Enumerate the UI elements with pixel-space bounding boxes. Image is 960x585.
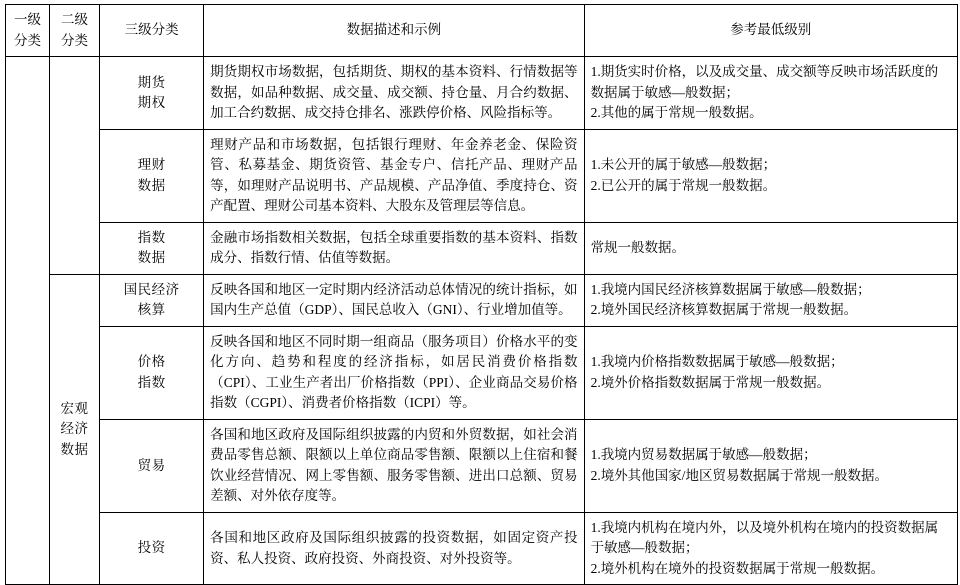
min-level-line1: 常规一般数据。: [590, 239, 686, 255]
level2-label-line3: 数据: [60, 441, 89, 457]
level1-cell: [6, 57, 50, 585]
header-level3: 三级分类: [100, 5, 204, 57]
table-body: [6, 57, 958, 585]
header-min-level: 参考最低级别: [584, 5, 957, 57]
level3-cell: [100, 512, 204, 585]
level2-cell-macro: [50, 274, 100, 585]
description-cell: 反映各国和地区一定时期内经济活动总体情况的统计指标，如国内生产总值（GDP）、国民总收入（GNI）、行业增加值等。: [204, 274, 584, 326]
level3-line1: 指数: [137, 229, 166, 245]
table-row: [6, 512, 958, 585]
level3-line1: 国民经济: [123, 281, 180, 297]
min-level-line1: 1.我境内机构在境内外，以及境外机构在境内的投资数据属于敏感—般数据；: [590, 519, 939, 556]
level3-line2: 指数: [137, 374, 166, 390]
min-level-line1: 1.未公开的属于敏感—般数据；: [590, 157, 777, 173]
table-row: [6, 57, 958, 130]
description-cell: 金融市场指数相关数据，包括全球重要指数的基本资料、指数成分、指数行情、估值等数据。: [204, 222, 584, 274]
level3-line1: 期货: [137, 74, 166, 90]
description-cell: 理财产品和市场数据，包括银行理财、年金养老金、保险资管、私募基金、期货资管、基金专户、信托产品、理财产品等，如理财产品说明书、产品规模、产品净值、季度持仓、资产配置、理财公司基本资料、大股东及管理层等信息。: [204, 129, 584, 222]
min-level-line1: 1.我境内价格指数数据属于敏感—般数据；: [590, 354, 844, 370]
table-row: [6, 222, 958, 274]
min-level-line2: 2.境外机构在境外的投资数据属于常规一般数据。: [590, 560, 885, 576]
level2-label-line1: 宏观: [60, 401, 89, 417]
data-classification-table: [5, 4, 958, 585]
header-level1: [6, 5, 50, 57]
min-level-cell: [584, 57, 957, 130]
level3-line1: 贸易: [137, 457, 166, 473]
table-row: [6, 326, 958, 419]
min-level-line2: 2.其他的属于常规一般数据。: [590, 105, 763, 121]
min-level-line2: 2.境外其他国家/地区贸易数据属于常规一般数据。: [590, 467, 888, 483]
header-level1-line2: 分类: [14, 32, 42, 48]
table-row: [6, 274, 958, 326]
level3-line1: 价格: [137, 354, 166, 370]
level3-cell: [100, 129, 204, 222]
description-cell: 反映各国和地区不同时期一组商品（服务项目）价格水平的变化方向、趋势和程度的经济指标，如居民消费价格指数（CPI）、工业生产者出厂价格指数（PPI）、企业商品交易价格指数（CGPI）、消费者价格指数（ICPI）等。: [204, 326, 584, 419]
level3-cell: [100, 326, 204, 419]
min-level-line2: 2.境外国民经济核算数据属于常规一般数据。: [590, 302, 858, 318]
level3-cell: [100, 274, 204, 326]
header-description: 数据描述和示例: [204, 5, 584, 57]
header-level2-line2: 分类: [61, 32, 89, 48]
min-level-line2: 2.境外价格指数数据属于常规一般数据。: [590, 374, 831, 390]
description-cell: 各国和地区政府及国际组织披露的投资数据，如固定资产投资、私人投资、政府投资、外商投资、对外投资等。: [204, 512, 584, 585]
table-row: [6, 419, 958, 512]
min-level-line1: 1.期货实时价格，以及成交量、成交额等反映市场活跃度的数据属于敏感—般数据；: [590, 64, 939, 100]
table-row: [6, 129, 958, 222]
level3-line1: 理财: [137, 157, 166, 173]
level3-cell: [100, 222, 204, 274]
level3-cell: [100, 419, 204, 512]
min-level-cell: [584, 129, 957, 222]
min-level-line1: 1.我境内贸易数据属于敏感—般数据；: [590, 447, 817, 463]
table-header: [6, 5, 958, 57]
level3-line2: 核算: [137, 302, 166, 318]
level3-cell: [100, 57, 204, 130]
header-level1-line1: 一级: [14, 12, 42, 27]
min-level-line1: 1.我境内国民经济核算数据属于敏感—般数据；: [590, 281, 871, 297]
level3-line1: 投资: [137, 540, 166, 556]
min-level-cell: [584, 326, 957, 419]
description-cell: 期货期权市场数据，包括期货、期权的基本资料、行情数据等数据，如品种数据、成交量、成交额、持仓量、月合约数据、加工合约数据、成交持仓排名、涨跌停价格、风险指标等。: [204, 57, 584, 130]
header-level2-line1: 二级: [61, 12, 89, 27]
level2-label-line2: 经济: [60, 421, 89, 437]
level2-cell-financial: [50, 57, 100, 275]
level3-line2: 数据: [137, 177, 166, 193]
description-cell: 各国和地区政府及国际组织披露的内贸和外贸数据，如社会消费品零售总额、限额以上单位商品零售额、限额以上住宿和餐饮业经营情况、网上零售额、服务零售额、进出口总额、贸易差额、对外依存度等。: [204, 419, 584, 512]
level3-line2: 期权: [137, 94, 166, 110]
header-row: [6, 5, 958, 57]
min-level-cell: [584, 274, 957, 326]
level3-line2: 数据: [137, 250, 166, 266]
min-level-cell: [584, 419, 957, 512]
min-level-cell: [584, 512, 957, 585]
min-level-line2: 2.已公开的属于常规一般数据。: [590, 177, 777, 193]
min-level-cell: [584, 222, 957, 274]
header-level2: [50, 5, 100, 57]
